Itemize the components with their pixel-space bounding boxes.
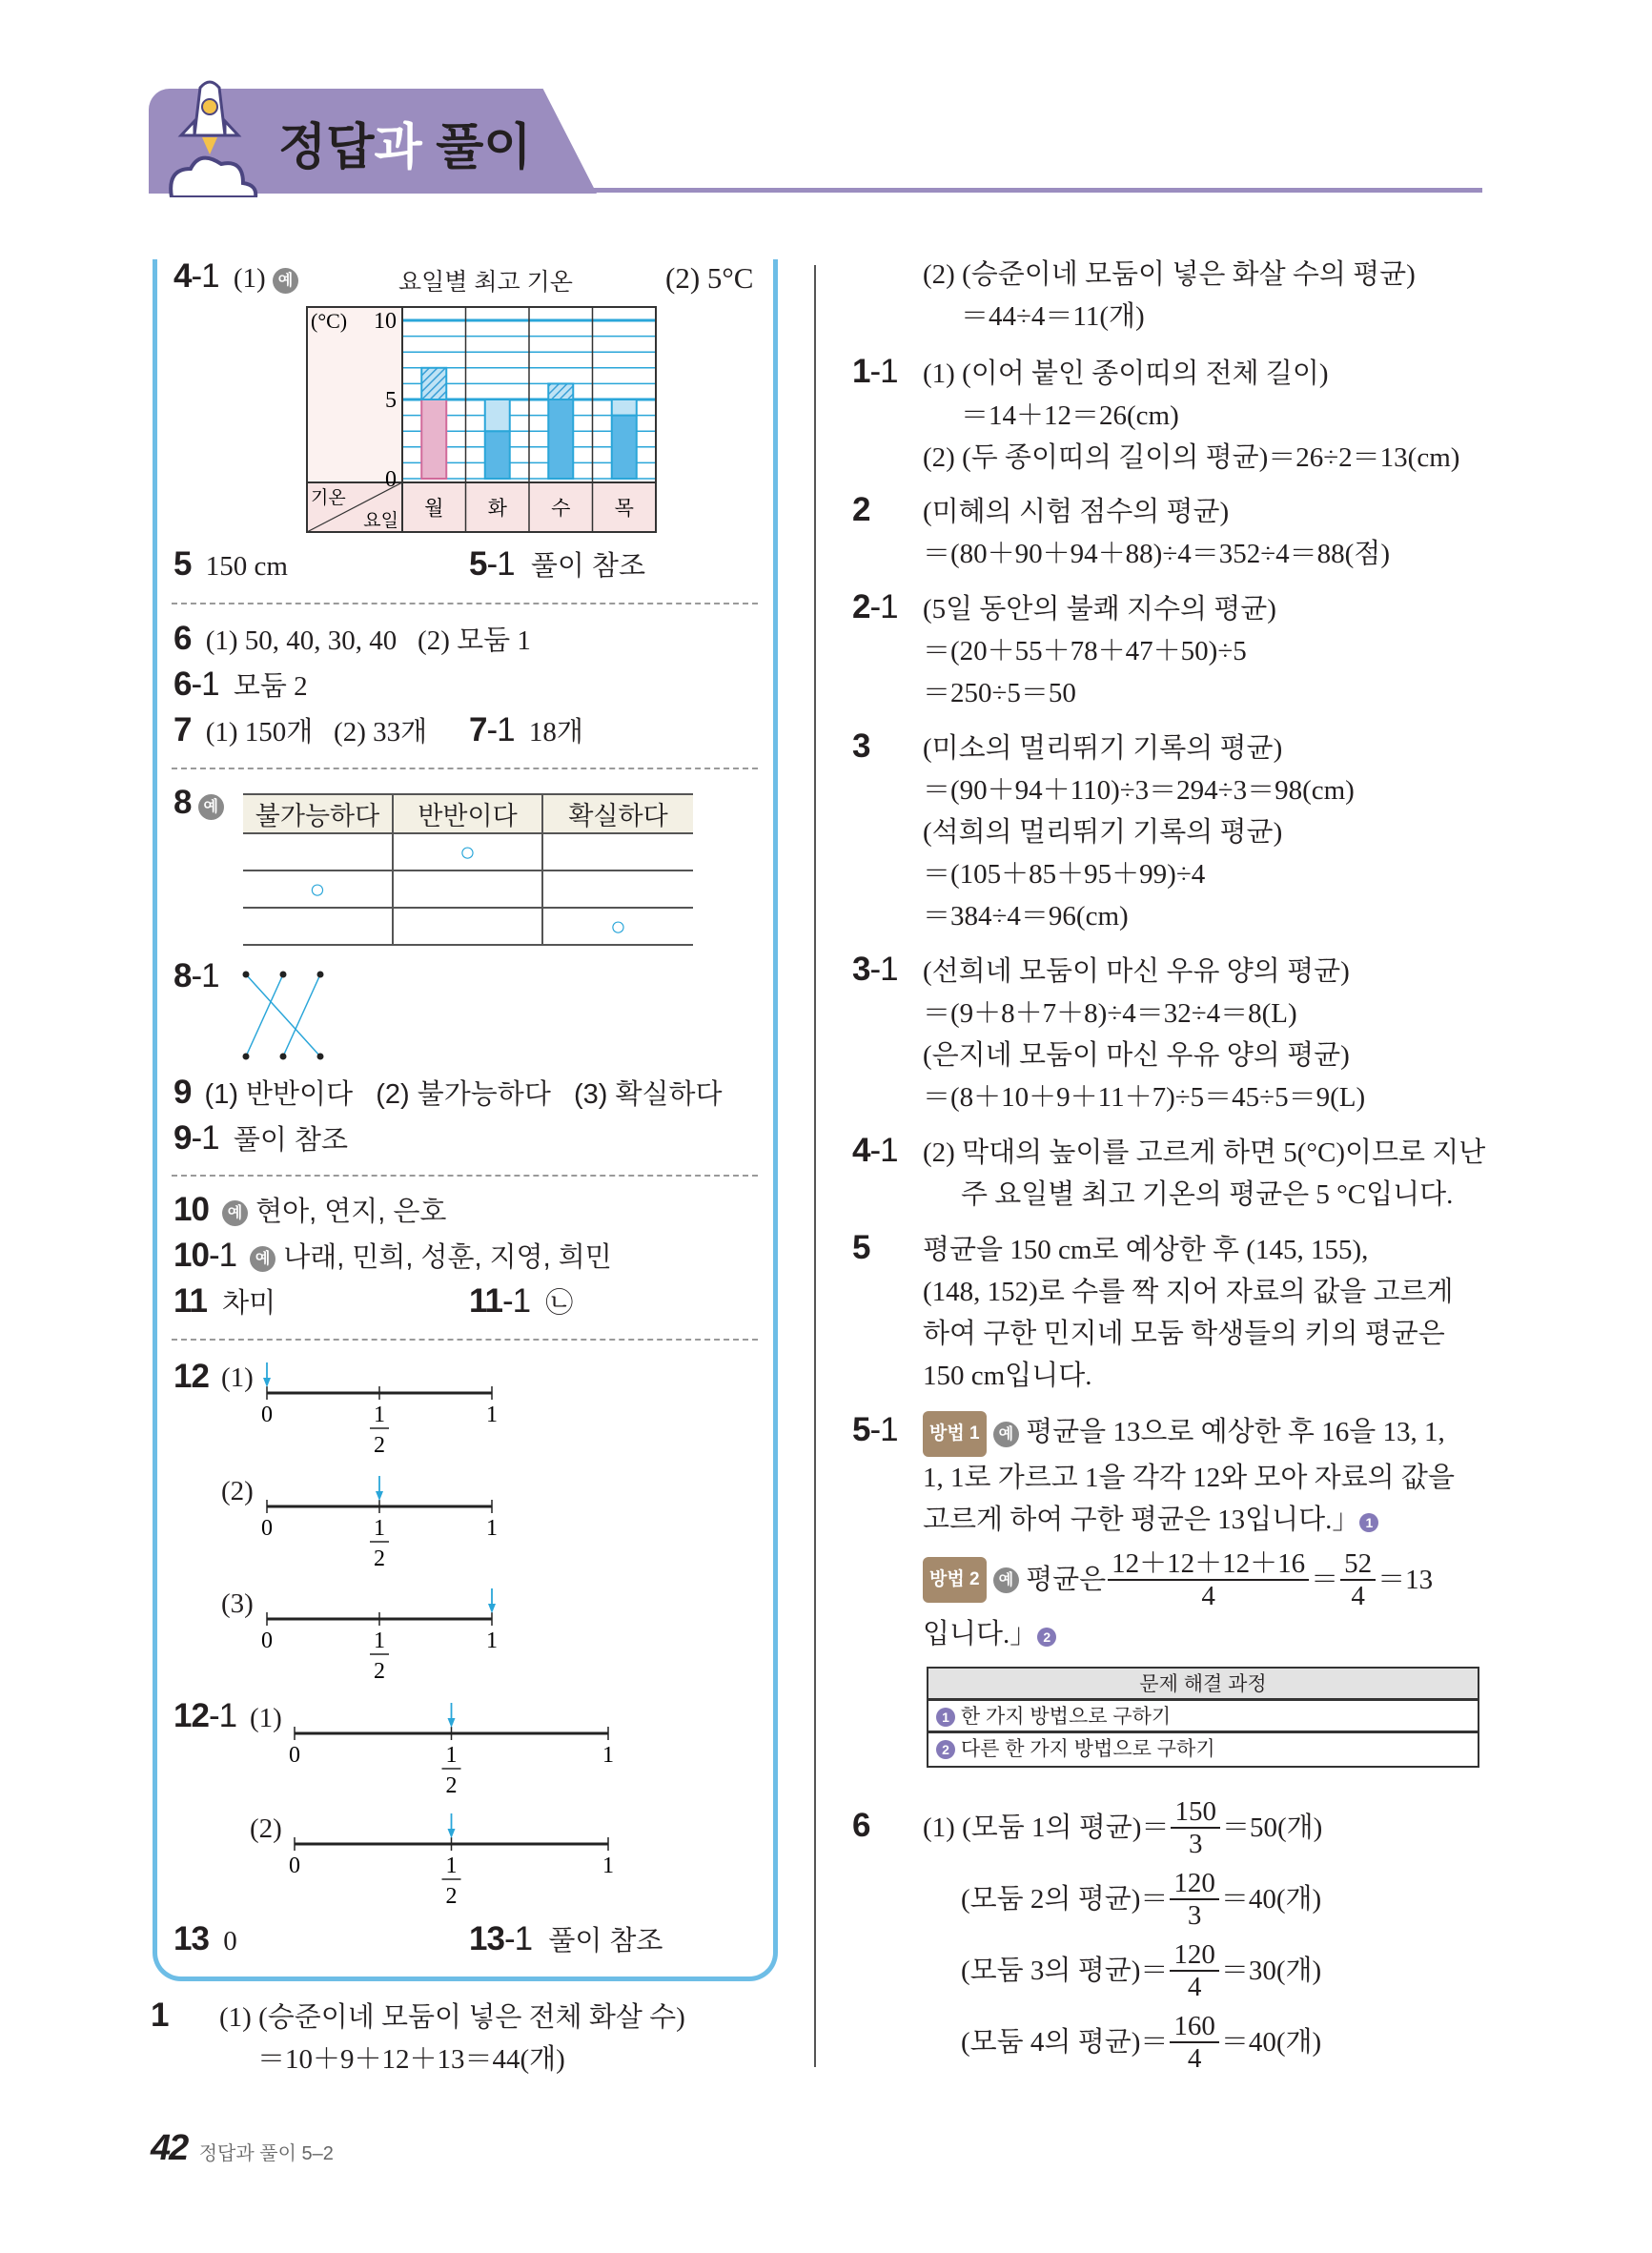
process-row-text: 다른 한 가지 방법으로 구하기 bbox=[960, 1738, 1215, 1760]
chart-x-label-area bbox=[307, 482, 656, 532]
answer-text: (1) 150개 (2) 33개 bbox=[205, 717, 428, 748]
solution-line: (2) (승준이네 모둠이 넣은 화살 수의 평균) bbox=[923, 259, 1416, 290]
solution-line: (148, 152)로 수를 짝 지어 자료의 값을 고르게 bbox=[923, 1277, 1454, 1307]
solution-line: (2) 막대의 높이를 고르게 하면 5(°C)이므로 지난 bbox=[923, 1137, 1486, 1168]
q8 bbox=[173, 786, 224, 822]
item-subnumber: -1 bbox=[502, 1282, 531, 1320]
item-subnumber: -1 bbox=[869, 588, 898, 625]
item-subnumber: -1 bbox=[208, 1237, 237, 1274]
solution-line: (은지네 모둠이 마신 우유 양의 평균) bbox=[923, 1040, 1350, 1071]
solution-line: ＝(105＋85＋95＋99)÷4 bbox=[923, 859, 1206, 890]
solution-line bbox=[923, 2006, 1322, 2078]
solution-line: ＝44÷4＝11(개) bbox=[961, 301, 1145, 332]
answer-text: 풀이 참조 bbox=[233, 1125, 348, 1156]
item-number: 3 bbox=[852, 951, 870, 988]
solution-line bbox=[923, 1863, 1322, 1935]
y-tick-label: 0 bbox=[385, 467, 397, 492]
q4-1-part2: (2) 5°C bbox=[665, 261, 754, 295]
fraction bbox=[1340, 1548, 1376, 1611]
item-number: 13 bbox=[469, 1920, 504, 1957]
footer bbox=[151, 2128, 334, 2169]
table-cell bbox=[243, 833, 393, 870]
solution-text: ＝13 bbox=[1377, 1565, 1434, 1596]
arrow-down-icon bbox=[448, 1718, 456, 1728]
fraction bbox=[1170, 2011, 1219, 2074]
table-cell: ○ bbox=[243, 870, 393, 908]
numerator: 120 bbox=[1170, 1868, 1219, 1900]
solution-line: (미소의 멀리뛰기 기록의 평균) bbox=[923, 733, 1283, 764]
y-tick-label: 10 bbox=[374, 309, 397, 334]
solution-line: ＝(20＋55＋78＋47＋50)÷5 bbox=[923, 636, 1247, 666]
q11 bbox=[173, 1284, 275, 1321]
solution-text: ＝40(개) bbox=[1220, 2026, 1322, 2058]
rocket-icon bbox=[162, 78, 276, 197]
table-header: 반반이다 bbox=[393, 794, 542, 833]
solution-line: 150 cm입니다. bbox=[923, 1361, 1092, 1391]
q13 bbox=[173, 1922, 237, 1958]
solution-line: (5일 동안의 불쾌 지수의 평균) bbox=[923, 594, 1276, 625]
number-line bbox=[248, 1581, 511, 1686]
item-number: 11 bbox=[173, 1282, 207, 1320]
item-subnumber: -1 bbox=[486, 711, 515, 748]
fraction-numerator: 1 bbox=[374, 1628, 385, 1653]
item-number: 10 bbox=[173, 1191, 209, 1228]
numerator: 150 bbox=[1171, 1796, 1220, 1829]
item-number: 6 bbox=[173, 620, 192, 657]
solution-line: ＝14＋12＝26(cm) bbox=[961, 400, 1179, 431]
solution-line: 고르게 하여 구한 평균은 13입니다.」 bbox=[923, 1505, 1360, 1536]
solution-line bbox=[923, 1935, 1322, 2006]
number-line bbox=[248, 1468, 511, 1573]
y-unit-label: (°C) bbox=[311, 309, 348, 333]
bar-solid bbox=[548, 399, 573, 479]
bar-moved-part bbox=[548, 383, 573, 399]
item-number: 7 bbox=[469, 711, 487, 748]
q7 bbox=[173, 713, 427, 749]
q9 bbox=[173, 1075, 723, 1112]
solution-line: 하여 구한 민지네 모둠 학생들의 키의 평균은 bbox=[923, 1319, 1445, 1349]
item-number: 12 bbox=[173, 1358, 209, 1395]
item-number: 2 bbox=[852, 491, 870, 528]
solution-line bbox=[923, 1792, 1322, 1863]
solution-text: ＝30(개) bbox=[1220, 1955, 1322, 1986]
item-subnumber: -1 bbox=[869, 353, 898, 390]
fraction-numerator: 1 bbox=[374, 1403, 385, 1427]
fraction-denominator: 2 bbox=[445, 1773, 458, 1798]
tick-label: 1 bbox=[602, 1743, 614, 1768]
item-number: 1 bbox=[852, 353, 870, 390]
solution-text: 평균은 bbox=[1026, 1565, 1107, 1596]
solution-line: ＝10＋9＋12＋13＝44(개) bbox=[257, 2044, 565, 2075]
matching-lines-diagram bbox=[238, 967, 334, 1064]
answer-text: 모둠 2 bbox=[233, 671, 308, 702]
solution-line: (2) (두 종이띠의 길이의 평균)＝26÷2＝13(cm) bbox=[923, 442, 1460, 473]
table-cell bbox=[542, 870, 693, 908]
q5-1 bbox=[469, 547, 645, 584]
solution-line: 평균을 13으로 예상한 후 16을 13, 1, bbox=[1026, 1417, 1445, 1447]
bar-filled-part bbox=[485, 399, 510, 431]
solution-text: (모둠 3의 평균)＝ bbox=[961, 1955, 1169, 1986]
title-part-highlight: 과 bbox=[374, 120, 422, 175]
q13-1 bbox=[469, 1922, 663, 1958]
answer-text: (1) 반반이다 (2) 불가능하다 (3) 확실하다 bbox=[204, 1079, 723, 1110]
item-subnumber: -1 bbox=[869, 1132, 898, 1169]
item-subnumber: -1 bbox=[869, 1411, 898, 1448]
step-1-marker: 1 bbox=[936, 1708, 955, 1727]
process-table-title: 문제 해결 과정 bbox=[928, 1669, 1478, 1701]
fraction bbox=[1108, 1548, 1309, 1611]
corner-label-bottom: 요일 bbox=[363, 511, 398, 531]
table-header: 확실하다 bbox=[542, 794, 693, 833]
table-cell bbox=[243, 908, 393, 945]
x-tick-label: 목 bbox=[614, 498, 634, 520]
table-cell bbox=[393, 870, 542, 908]
item-number: 9 bbox=[173, 1074, 192, 1111]
solution-line: ＝(9＋8＋7＋8)÷4＝32÷4＝8(L) bbox=[923, 998, 1297, 1029]
method-1-badge: 방법 1 bbox=[923, 1411, 987, 1457]
q12-1 bbox=[173, 1699, 236, 1735]
method-2-badge: 방법 2 bbox=[923, 1557, 987, 1603]
q10 bbox=[173, 1193, 446, 1229]
item-number: 2 bbox=[852, 588, 870, 625]
step-1-marker: 1 bbox=[1359, 1513, 1378, 1532]
book-title: 정답과 풀이 5–2 bbox=[198, 2143, 334, 2164]
fraction-numerator: 1 bbox=[374, 1516, 385, 1541]
item-number: 5 bbox=[173, 545, 192, 583]
item-subnumber: -1 bbox=[191, 957, 219, 994]
item-subnumber: -1 bbox=[191, 666, 219, 703]
q6 bbox=[173, 622, 531, 658]
denominator: 4 bbox=[1201, 1581, 1215, 1612]
example-badge: 예 bbox=[250, 1246, 275, 1272]
solution-text: (모둠 4의 평균)＝ bbox=[961, 2026, 1169, 2058]
item-number: 1 bbox=[151, 1997, 169, 2034]
fraction bbox=[1170, 1939, 1219, 2002]
arrow-down-icon bbox=[263, 1378, 271, 1387]
q9-1 bbox=[173, 1121, 348, 1157]
arrow-down-icon bbox=[448, 1829, 456, 1838]
process-row bbox=[928, 1733, 1478, 1766]
solution-line: 주 요일별 최고 기온의 평균은 5 °C입니다. bbox=[961, 1179, 1454, 1210]
bar-moved-part bbox=[421, 368, 446, 399]
table-cell: ○ bbox=[542, 908, 693, 945]
number-line-label: (3) bbox=[221, 1588, 254, 1619]
bar-solid bbox=[421, 399, 446, 479]
denominator: 3 bbox=[1188, 1828, 1203, 1859]
fraction-denominator: 2 bbox=[445, 1884, 458, 1909]
page-title bbox=[278, 107, 532, 178]
item-number: 9 bbox=[173, 1119, 192, 1157]
item-number: 8 bbox=[173, 784, 192, 821]
solution-line: (석희의 멀리뛰기 기록의 평균) bbox=[923, 817, 1283, 848]
arrow-down-icon bbox=[376, 1491, 383, 1501]
example-badge: 예 bbox=[198, 794, 224, 820]
divider bbox=[172, 1175, 758, 1177]
q5 bbox=[173, 547, 288, 584]
tick-label: 0 bbox=[261, 1628, 273, 1653]
item-number: 11 bbox=[469, 1282, 502, 1320]
answer-text: 0 bbox=[223, 1926, 237, 1956]
q8-1 bbox=[173, 959, 219, 995]
x-tick-label: 화 bbox=[487, 498, 507, 520]
fraction-numerator: 1 bbox=[445, 1743, 458, 1768]
table-header: 불가능하다 bbox=[243, 794, 393, 833]
process-row bbox=[928, 1701, 1478, 1733]
divider bbox=[172, 768, 758, 769]
tick-label: 0 bbox=[289, 1854, 300, 1878]
number-line bbox=[275, 1806, 627, 1911]
tick-label: 0 bbox=[261, 1403, 273, 1427]
solution-line: (미혜의 시험 점수의 평균) bbox=[923, 497, 1230, 527]
fraction-denominator: 2 bbox=[374, 1546, 385, 1571]
example-badge: 예 bbox=[222, 1200, 248, 1226]
page-number: 42 bbox=[151, 2128, 188, 2168]
title-part: 정답 bbox=[278, 120, 375, 175]
fraction-denominator: 2 bbox=[374, 1433, 385, 1458]
arrow-down-icon bbox=[488, 1604, 496, 1613]
tick-label: 1 bbox=[486, 1403, 498, 1427]
bar-solid bbox=[612, 416, 637, 479]
solution-text: ＝50(개) bbox=[1221, 1812, 1323, 1843]
table-cell: ○ bbox=[393, 833, 542, 870]
solution-text: ＝40(개) bbox=[1220, 1883, 1322, 1915]
table-cell bbox=[393, 908, 542, 945]
solution-line: ＝250÷5＝50 bbox=[923, 678, 1076, 708]
solution-line: 1, 1로 가르고 1을 각각 12와 모아 자료의 값을 bbox=[923, 1463, 1455, 1494]
item-number: 6 bbox=[173, 666, 192, 703]
example-badge: 예 bbox=[993, 1567, 1019, 1593]
table-row bbox=[243, 870, 693, 908]
tick-label: 1 bbox=[486, 1516, 498, 1541]
bar-solid bbox=[485, 431, 510, 479]
answer-text: (1) 50, 40, 30, 40 (2) 모둠 1 bbox=[205, 625, 531, 656]
number-line-label: (1) bbox=[250, 1703, 282, 1733]
denominator: 3 bbox=[1187, 1899, 1202, 1931]
item-number: 5 bbox=[469, 545, 487, 583]
divider bbox=[172, 603, 758, 604]
item-number: 13 bbox=[173, 1920, 209, 1957]
tick-label: 1 bbox=[486, 1628, 498, 1653]
item-subnumber: -1 bbox=[486, 545, 515, 583]
item-subnumber: -1 bbox=[208, 1697, 237, 1734]
q7-1 bbox=[469, 713, 583, 749]
chart-title: 요일별 최고 기온 bbox=[398, 269, 573, 296]
item-number: 4 bbox=[173, 257, 192, 295]
answer-text: 차미 bbox=[222, 1288, 276, 1319]
item-subnumber: -1 bbox=[503, 1920, 533, 1957]
answer-text: 150 cm bbox=[205, 551, 288, 582]
number-line-label: (1) bbox=[221, 1362, 254, 1393]
number-line-label: (2) bbox=[221, 1476, 254, 1506]
fraction-numerator: 1 bbox=[445, 1854, 458, 1878]
item-subnumber: -1 bbox=[191, 1119, 219, 1157]
solution-text: (모둠 2의 평균)＝ bbox=[961, 1883, 1169, 1915]
q4-1 bbox=[173, 259, 298, 296]
solution-line: (1) (이어 붙인 종이띠의 전체 길이) bbox=[923, 358, 1329, 389]
number-line bbox=[275, 1695, 627, 1800]
q12 bbox=[173, 1360, 209, 1396]
part-label: (1) bbox=[233, 263, 266, 294]
tick-label: 0 bbox=[289, 1743, 300, 1768]
process-table bbox=[927, 1667, 1479, 1768]
number-line-label: (2) bbox=[250, 1813, 282, 1844]
probability-table bbox=[243, 793, 693, 946]
answer-text: 18개 bbox=[528, 717, 583, 748]
fraction-denominator: 2 bbox=[374, 1659, 385, 1684]
denominator: 4 bbox=[1187, 2042, 1202, 2074]
item-subnumber: -1 bbox=[869, 951, 898, 988]
answer-text: 현아, 연지, 은호 bbox=[255, 1197, 447, 1227]
bar-filled-part bbox=[612, 399, 637, 416]
numerator: 12＋12＋12＋16 bbox=[1108, 1548, 1309, 1581]
answer-text: 나래, 민희, 성훈, 지영, 희민 bbox=[283, 1242, 612, 1273]
tick-label: 1 bbox=[602, 1854, 614, 1878]
tick-label: 0 bbox=[261, 1516, 273, 1541]
x-tick-label: 수 bbox=[551, 498, 571, 520]
denominator: 4 bbox=[1187, 1971, 1202, 2002]
item-number: 4 bbox=[852, 1132, 870, 1169]
corner-label-top: 기온 bbox=[311, 488, 346, 508]
fraction bbox=[1170, 1868, 1219, 1931]
numerator: 52 bbox=[1340, 1548, 1376, 1581]
item-number: 5 bbox=[852, 1229, 870, 1266]
solution-line: (1) (승준이네 모둠이 넣은 전체 화살 수) bbox=[219, 2002, 685, 2033]
title-part: 풀이 bbox=[421, 120, 532, 175]
table-cell bbox=[542, 833, 693, 870]
step-2-marker: 2 bbox=[936, 1740, 955, 1759]
number-line bbox=[248, 1355, 511, 1460]
fraction bbox=[1171, 1796, 1220, 1859]
numerator: 160 bbox=[1170, 2011, 1219, 2043]
column-divider bbox=[814, 265, 816, 2067]
item-subnumber: -1 bbox=[191, 257, 219, 295]
solution-line: (선희네 모둠이 마신 우유 양의 평균) bbox=[923, 956, 1350, 987]
answer-text: 풀이 참조 bbox=[530, 551, 645, 582]
table-row bbox=[243, 833, 693, 870]
q11-1 bbox=[469, 1284, 573, 1321]
item-number: 10 bbox=[173, 1237, 209, 1274]
item-number: 7 bbox=[173, 711, 192, 748]
solution-line: ＝(90＋94＋110)÷3＝294÷3＝98(cm) bbox=[923, 775, 1355, 806]
q10-1 bbox=[173, 1239, 612, 1275]
solution-line: ＝(80＋90＋94＋88)÷4＝352÷4＝88(점) bbox=[923, 539, 1390, 569]
step-2-marker: 2 bbox=[1037, 1628, 1056, 1647]
answer-text: ㉡ bbox=[545, 1288, 574, 1319]
table-row bbox=[243, 908, 693, 945]
item-number: 12 bbox=[173, 1697, 209, 1734]
item-number: 5 bbox=[852, 1411, 870, 1448]
numerator: 120 bbox=[1170, 1939, 1219, 1972]
x-tick-label: 월 bbox=[424, 498, 444, 520]
divider bbox=[172, 1339, 758, 1341]
solution-text: 입니다.」 bbox=[923, 1619, 1038, 1650]
solution-line: ＝(8＋10＋9＋11＋7)÷5＝45÷5＝9(L) bbox=[923, 1082, 1366, 1113]
solution-line: ＝384÷4＝96(cm) bbox=[923, 901, 1129, 932]
solution-text: (1) (모둠 1의 평균)＝ bbox=[923, 1812, 1170, 1843]
process-row-text: 한 가지 방법으로 구하기 bbox=[960, 1706, 1172, 1728]
solution-line: 평균을 150 cm로 예상한 후 (145, 155), bbox=[923, 1235, 1369, 1265]
answer-text: 풀이 참조 bbox=[548, 1926, 663, 1956]
y-tick-label: 5 bbox=[385, 388, 397, 413]
denominator: 4 bbox=[1351, 1581, 1365, 1612]
item-number: 8 bbox=[173, 957, 192, 994]
item-number: 3 bbox=[852, 727, 870, 765]
equals: ＝ bbox=[1311, 1565, 1339, 1596]
example-badge: 예 bbox=[993, 1422, 1019, 1447]
q6-1 bbox=[173, 667, 308, 704]
example-badge: 예 bbox=[273, 268, 298, 294]
temperature-bar-chart bbox=[305, 305, 658, 536]
item-number: 6 bbox=[852, 1807, 870, 1844]
